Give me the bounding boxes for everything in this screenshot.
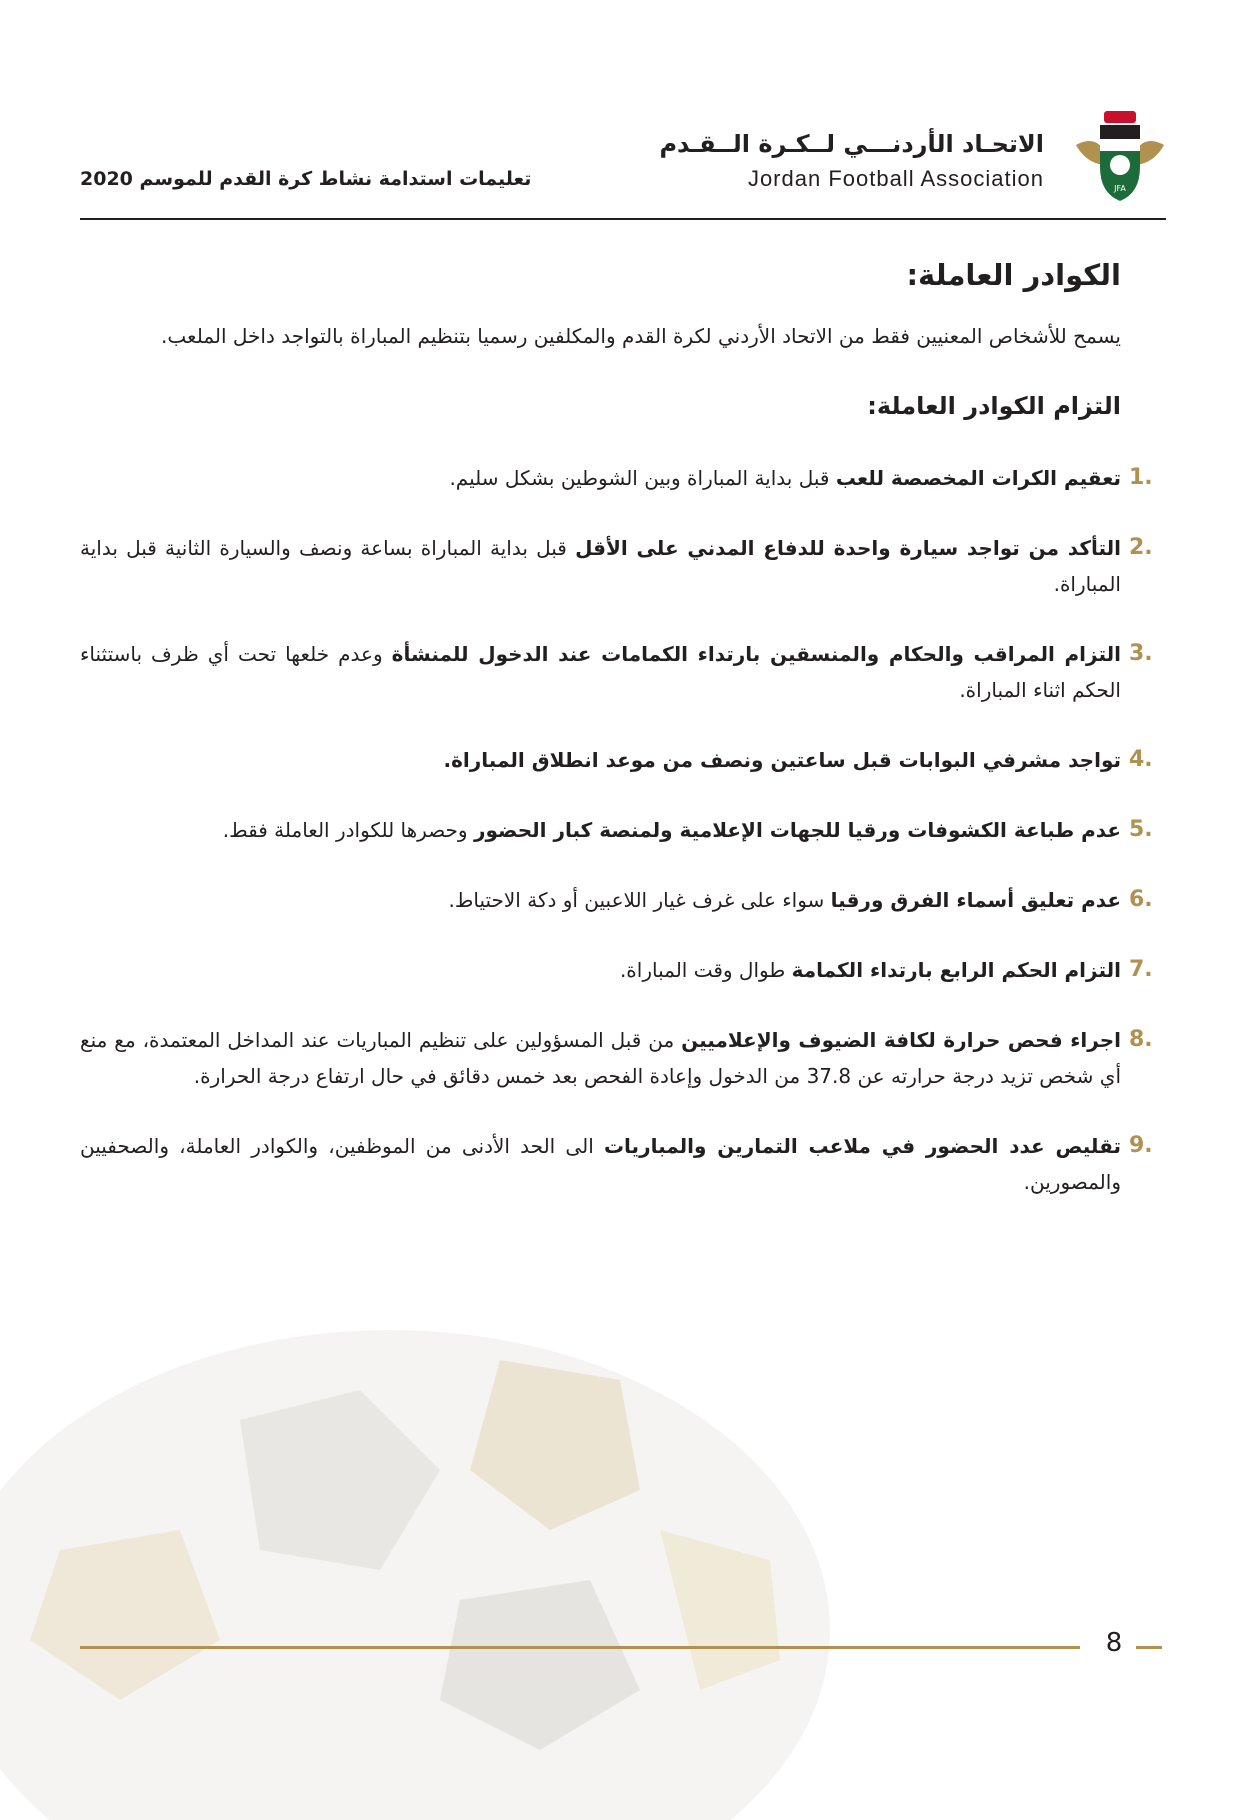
rule-emphasis: عدم تعليق أسماء الفرق ورقيا (830, 888, 1121, 912)
rule-item (80, 636, 1153, 708)
page-number: 8 (1105, 1628, 1123, 1658)
section-title: الكوادر العاملة: (906, 258, 1121, 292)
rule-text: وحصرها للكوادر العاملة فقط. (222, 818, 474, 842)
footer-accent-dash (1136, 1646, 1162, 1649)
rule-item (80, 812, 1153, 848)
subsection-title: التزام الكوادر العاملة: (867, 392, 1121, 420)
rule-item (80, 460, 1153, 496)
rule-item (80, 742, 1153, 778)
rule-item (80, 882, 1153, 918)
jfa-crest-logo (1074, 105, 1166, 205)
rule-text: طوال وقت المباراة. (619, 958, 792, 982)
page-header (80, 95, 1166, 220)
organization-name-english: Jordan Football Association (747, 166, 1044, 191)
rules-list (80, 460, 1153, 1200)
rule-emphasis: تعقيم الكرات المخصصة للعب (835, 466, 1121, 490)
footer-divider (80, 1646, 1080, 1649)
rule-number: 6. (1129, 887, 1153, 912)
rule-number: 9. (1129, 1133, 1153, 1158)
rule-emphasis: التأكد من تواجد سيارة واحدة للدفاع المدني على الأقل (575, 536, 1121, 560)
rule-emphasis: تقليص عدد الحضور في ملاعب التمارين والمباريات (603, 1134, 1121, 1158)
rule-item (80, 530, 1153, 602)
rule-text: الى الحد الأدنى من الموظفين، والكوادر العاملة، والصحفيين والمصورين. (80, 1134, 1121, 1194)
rule-emphasis: التزام الحكم الرابع بارتداء الكمامة (791, 958, 1121, 982)
rule-emphasis: عدم طباعة الكشوفات ورقيا للجهات الإعلامية ولمنصة كبار الحضور (473, 818, 1121, 842)
rule-text: وعدم خلعها تحت أي ظرف باستثناء الحكم اثناء المباراة. (80, 642, 1121, 702)
organization-name (659, 130, 1044, 192)
rule-number: 4. (1129, 747, 1153, 772)
main-content (80, 258, 1153, 1234)
crest-label: JFA (1114, 184, 1126, 193)
rule-text: سواء على غرف غيار اللاعبين أو دكة الاحتياط. (448, 888, 831, 912)
rule-text: من قبل المسؤولين على تنظيم المباريات عند المداخل المعتمدة، مع منع أي شخص تزيد درجة حرارته عن 37.8 من الدخول وإعادة الفحص بعد خمس دقائق في حال ارتفاع درجة الحرارة. (80, 1028, 1121, 1088)
rule-number: 3. (1129, 641, 1153, 666)
rule-text: قبل بداية المباراة وبين الشوطين بشكل سليم. (449, 466, 836, 490)
rule-item (80, 1128, 1153, 1200)
background-football-graphic (0, 1300, 840, 1820)
rule-number: 5. (1129, 817, 1153, 842)
intro-paragraph: يسمح للأشخاص المعنيين فقط من الاتحاد الأردني لكرة القدم والمكلفين رسميا بتنظيم المباراة بالتواجد داخل الملعب. (161, 324, 1121, 348)
document-title: تعليمات استدامة نشاط كرة القدم للموسم 2020 (80, 168, 532, 190)
rule-number: 7. (1129, 957, 1153, 982)
rule-emphasis: التزام المراقب والحكام والمنسقين بارتداء الكمامات عند الدخول للمنشأة (391, 642, 1121, 666)
rule-number: 8. (1129, 1027, 1153, 1052)
rule-number: 2. (1129, 535, 1153, 560)
rule-text: قبل بداية المباراة بساعة ونصف والسيارة الثانية قبل بداية المباراة. (80, 536, 1121, 596)
rule-emphasis: تواجد مشرفي البوابات قبل ساعتين ونصف من موعد انطلاق المباراة. (443, 748, 1121, 772)
organization-name-arabic: الاتحـاد الأردنـــي لــكـرة الــقـدم (659, 130, 1044, 158)
rule-item (80, 952, 1153, 988)
rule-emphasis: اجراء فحص حرارة لكافة الضيوف والإعلاميين (681, 1028, 1121, 1052)
rule-number: 1. (1129, 465, 1153, 490)
rule-item (80, 1022, 1153, 1094)
